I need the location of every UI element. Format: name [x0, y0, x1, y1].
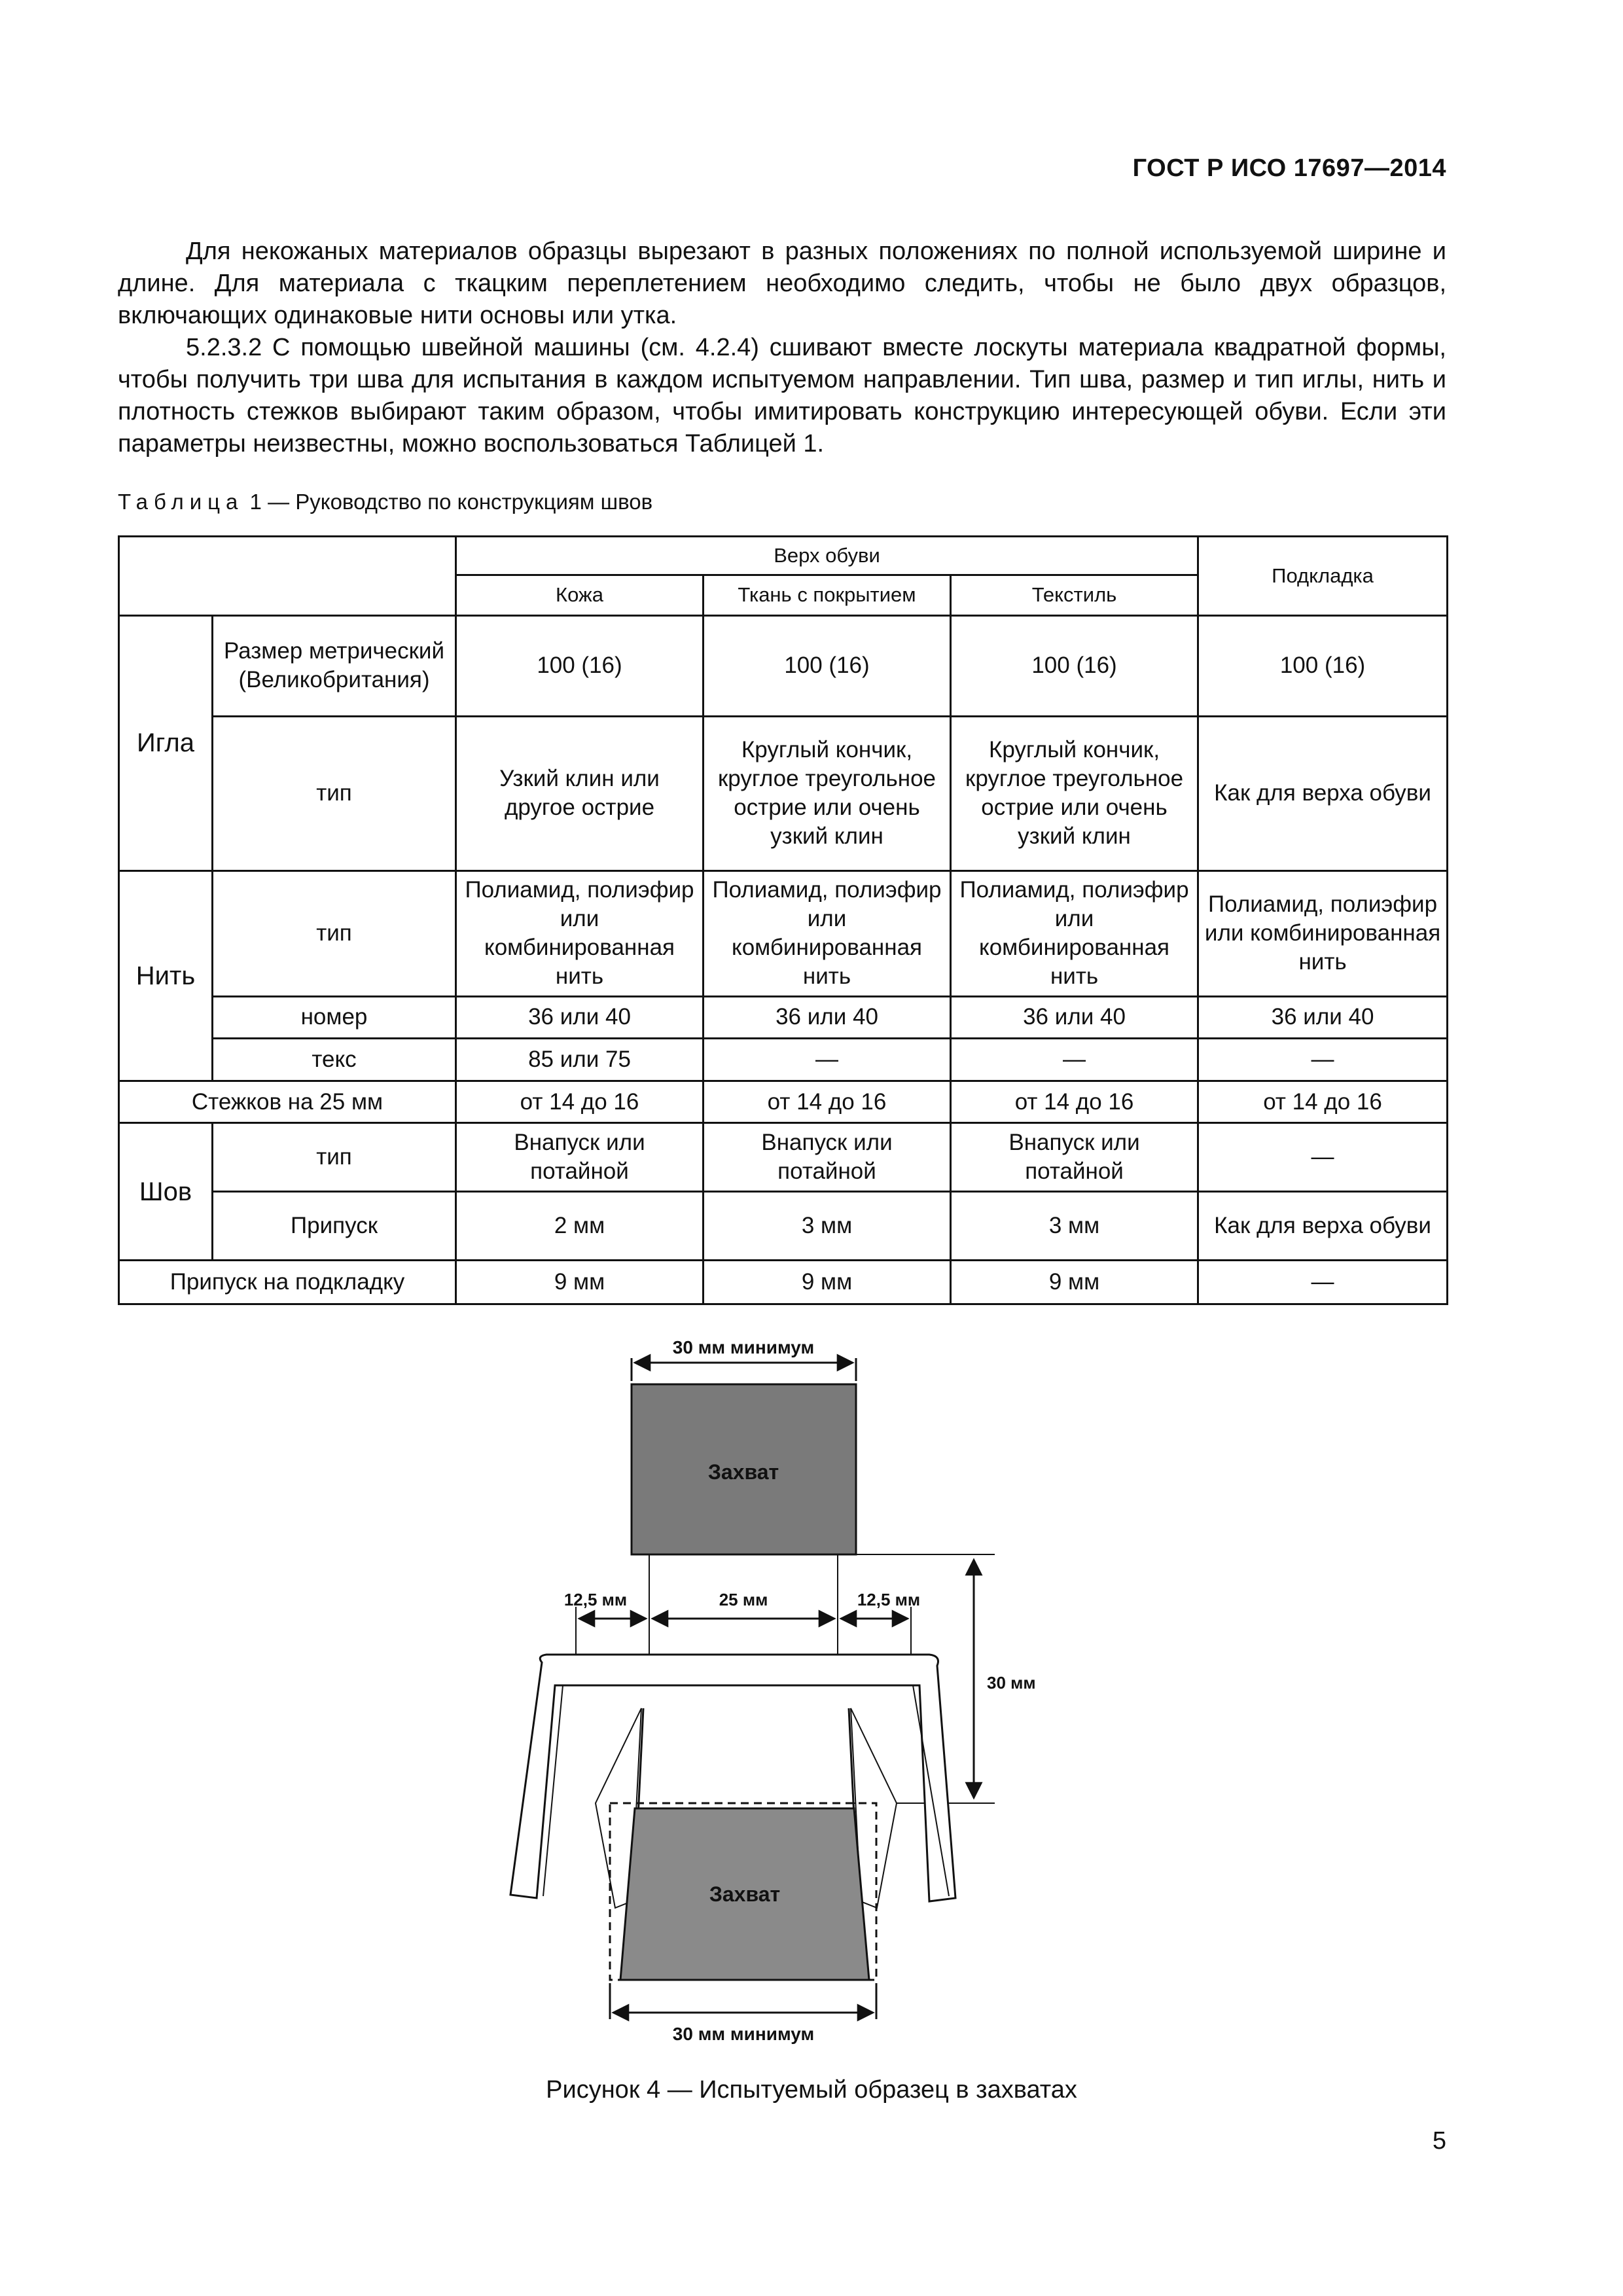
row-label-seam-type: тип [213, 1123, 456, 1192]
row-label-stitches: Стежков на 25 мм [119, 1081, 456, 1123]
cell: — [1198, 1039, 1448, 1081]
row-label-needle-size: Размер метрический (Великобритания) [213, 616, 456, 716]
table-row [119, 1081, 1448, 1123]
table-row [119, 1039, 1448, 1081]
table-caption-label: Таблица [118, 490, 244, 514]
cell: — [704, 1039, 951, 1081]
row-label-thread-tex: текс [213, 1039, 456, 1081]
table-row [119, 616, 1448, 716]
cell: 3 мм [951, 1192, 1198, 1261]
bottom-grip-label: Захват [709, 1882, 781, 1906]
cell: Как для верха обуви [1198, 716, 1448, 870]
cell: — [951, 1039, 1198, 1081]
cell: 100 (16) [1198, 616, 1448, 716]
cell: Внапуск или потайной [456, 1123, 704, 1192]
cell: 2 мм [456, 1192, 704, 1261]
header-lining: Подкладка [1198, 537, 1448, 616]
row-group-needle: Игла [119, 616, 213, 871]
top-dimension-label: 30 мм минимум [672, 1337, 815, 1357]
cell: 100 (16) [704, 616, 951, 716]
header-textile: Текстиль [951, 575, 1198, 616]
cell: 9 мм [456, 1261, 704, 1304]
body-text [118, 236, 1446, 460]
paragraph-2: 5.2.3.2 С помощью швейной машины (см. 4.2.4) сшивают вместе лоскуты материала квадратной формы, чтобы получить три шва для испытания в каждом испытуемом направлении. Тип шва, размер и тип иглы, нить и плотность стежков выбирают таким образом, чтобы имитировать конструкцию интересующей обуви. Если эти параметры неизвестны, можно воспользоваться Таблицей 1. [118, 334, 1446, 457]
seam-guide-table [118, 535, 1448, 1305]
table-corner-cell [119, 537, 456, 616]
cell: 9 мм [951, 1261, 1198, 1304]
cell: 100 (16) [951, 616, 1198, 716]
cell: Как для верха обуви [1198, 1192, 1448, 1261]
page-number: 5 [1432, 2127, 1446, 2155]
cell: 100 (16) [456, 616, 704, 716]
row-label-thread-type: тип [213, 870, 456, 996]
row-label-seam-allowance: Припуск [213, 1192, 456, 1261]
table-row [119, 1261, 1448, 1304]
cell: Полиамид, полиэфир или комбинированная нить [1198, 870, 1448, 996]
height-dimension-label: 30 мм [987, 1673, 1036, 1693]
cell: 85 или 75 [456, 1039, 704, 1081]
cell: Внапуск или потайной [951, 1123, 1198, 1192]
cell: от 14 до 16 [1198, 1081, 1448, 1123]
table-caption-text: 1 — Руководство по конструкциям швов [243, 490, 653, 514]
test-specimen-diagram [497, 1332, 1086, 2052]
cell: Полиамид, полиэфир или комбинированная нить [456, 870, 704, 996]
header-upper: Верх обуви [456, 537, 1198, 575]
table-row [119, 1192, 1448, 1261]
cell: 36 или 40 [1198, 996, 1448, 1039]
cell: от 14 до 16 [456, 1081, 704, 1123]
left-dimension-label: 12,5 мм [563, 1590, 628, 1609]
cell: 9 мм [704, 1261, 951, 1304]
row-label-lining-allowance: Припуск на подкладку [119, 1261, 456, 1304]
table-row [119, 716, 1448, 870]
table-row [119, 996, 1448, 1039]
cell: Узкий клин или другое острие [456, 716, 704, 870]
cell: Внапуск или потайной [704, 1123, 951, 1192]
cell: Круглый кончик, круглое треугольное острие или очень узкий клин [704, 716, 951, 870]
middle-dimension-label: 25 мм [719, 1590, 768, 1609]
cell: 36 или 40 [951, 996, 1198, 1039]
cell: 36 или 40 [456, 996, 704, 1039]
bottom-dimension-label: 30 мм минимум [672, 2024, 815, 2044]
cell: от 14 до 16 [704, 1081, 951, 1123]
cell: Полиамид, полиэфир или комбинированная нить [704, 870, 951, 996]
cell: — [1198, 1261, 1448, 1304]
table-row [119, 870, 1448, 996]
row-group-thread: Нить [119, 870, 213, 1081]
table-caption [118, 490, 652, 514]
cell: от 14 до 16 [951, 1081, 1198, 1123]
top-grip-label: Захват [707, 1460, 779, 1484]
cell: — [1198, 1123, 1448, 1192]
right-dimension-label: 12,5 мм [857, 1590, 921, 1609]
figure-4 [497, 1332, 1086, 2055]
row-label-needle-type: тип [213, 716, 456, 870]
cell: 36 или 40 [704, 996, 951, 1039]
figure-caption: Рисунок 4 — Испытуемый образец в захватах [546, 2076, 1077, 2104]
table-row [119, 1123, 1448, 1192]
paragraph-1: Для некожаных материалов образцы вырезают в разных положениях по полной используемой ширине и длине. Для материала с ткацким переплетением необходимо следить, чтобы не было двух образцов, включающих одинаковые нити основы или утка. [118, 238, 1446, 329]
cell: 3 мм [704, 1192, 951, 1261]
header-coated-fabric: Ткань с покрытием [704, 575, 951, 616]
row-label-thread-number: номер [213, 996, 456, 1039]
row-group-seam: Шов [119, 1123, 213, 1261]
header-leather: Кожа [456, 575, 704, 616]
cell: Полиамид, полиэфир или комбинированная нить [951, 870, 1198, 996]
cell: Круглый кончик, круглое треугольное острие или очень узкий клин [951, 716, 1198, 870]
document-header: ГОСТ Р ИСО 17697—2014 [1132, 154, 1446, 182]
